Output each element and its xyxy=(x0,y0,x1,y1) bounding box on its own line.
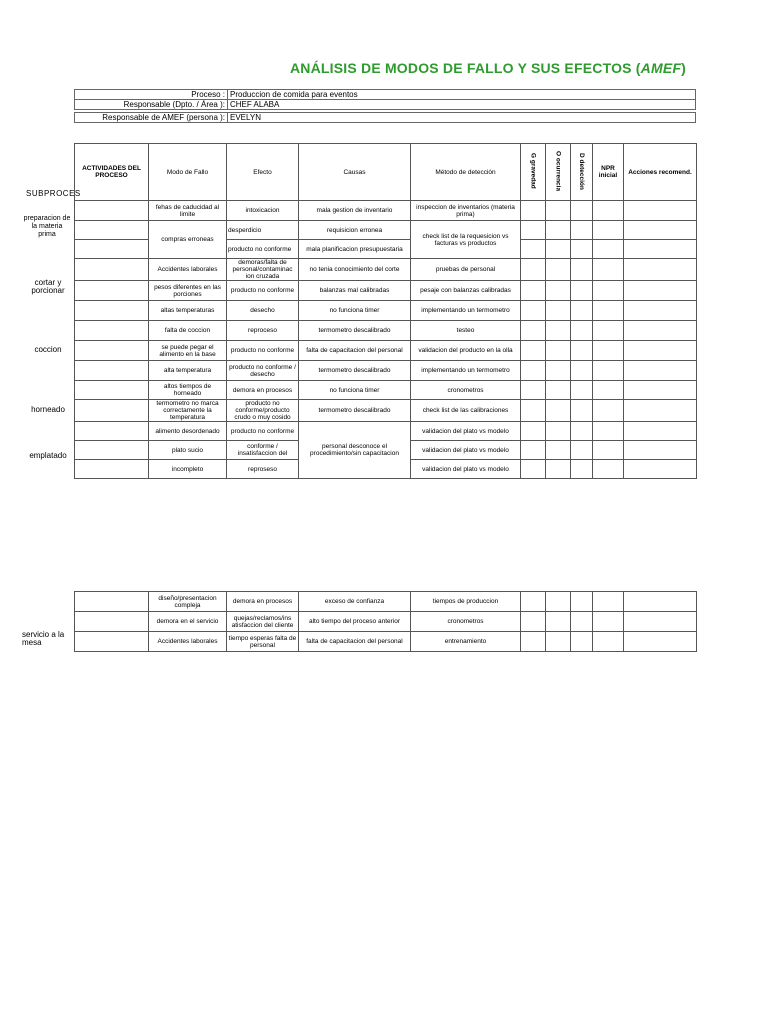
cell-modo[interactable]: alta temperatura xyxy=(149,361,227,381)
service-table xyxy=(74,591,697,652)
table-row xyxy=(75,259,697,281)
table-row xyxy=(75,221,697,240)
cell-metodo[interactable]: tiempos de produccion xyxy=(411,592,521,612)
info-key: Responsable de AMEF (persona ): xyxy=(75,113,228,123)
cell-modo[interactable]: diseño/presentacion compleja xyxy=(149,592,227,612)
col-actividades: ACTIVIDADES DEL PROCESO xyxy=(75,144,149,201)
cell-efecto[interactable]: tiempo esperas falta de personal xyxy=(227,632,299,652)
cell-causas[interactable]: requisicion erronea xyxy=(299,221,411,240)
cell-metodo[interactable]: validacion del producto en la olla xyxy=(411,341,521,361)
cell-efecto[interactable]: demora en procesos xyxy=(227,592,299,612)
cell-causas[interactable]: falta de capacitacion del personal xyxy=(299,341,411,361)
subprocess-label: servicio a la mesa xyxy=(22,630,65,647)
cell-efecto[interactable]: intoxicacion xyxy=(227,201,299,221)
table-row xyxy=(75,281,697,301)
amef-table xyxy=(74,143,697,479)
subprocess-label: preparacion de la materia prima xyxy=(23,215,71,238)
cell-efecto[interactable]: producto no conforme / desecho xyxy=(227,361,299,381)
table-row xyxy=(75,612,697,632)
cell-modo[interactable]: se puede pegar el alimento en la base xyxy=(149,341,227,361)
table-row xyxy=(75,381,697,400)
cell-efecto[interactable]: producto no conforme xyxy=(227,281,299,301)
cell-metodo[interactable]: pruebas de personal xyxy=(411,259,521,281)
cell-modo[interactable]: alimento desordenado xyxy=(149,422,227,441)
cell-metodo[interactable]: validacion del plato vs modelo xyxy=(411,460,521,479)
subprocess-label: emplatado xyxy=(29,451,67,460)
cell-efecto[interactable]: demora en procesos xyxy=(227,381,299,400)
subprocess-label: coccion xyxy=(34,345,62,354)
cell-metodo[interactable]: entrenamiento xyxy=(411,632,521,652)
cell-causas[interactable]: termometro descalibrado xyxy=(299,361,411,381)
col-metodo: Método de detección xyxy=(411,144,521,201)
cell-modo[interactable]: altas temperaturas xyxy=(149,301,227,321)
cell-causas[interactable]: falta de capacitacion del personal xyxy=(299,632,411,652)
cell-causas[interactable]: exceso de confianza xyxy=(299,592,411,612)
table-row xyxy=(75,632,697,652)
title-close: ) xyxy=(681,60,686,76)
cell-causas[interactable]: termometro descalibrado xyxy=(299,321,411,341)
cell-metodo[interactable]: check list de la requesicion vs facturas vs productos xyxy=(411,221,521,259)
cell-efecto[interactable]: reproseso xyxy=(227,460,299,479)
cell-causas[interactable]: mala planificacion presupuestaria xyxy=(299,240,411,259)
cell-metodo[interactable]: implementando un termometro xyxy=(411,361,521,381)
cell-modo[interactable]: Accidentes laborales xyxy=(149,259,227,281)
cell-metodo[interactable]: testeo xyxy=(411,321,521,341)
col-causas: Causas xyxy=(299,144,411,201)
title-main: ANÁLISIS DE MODOS DE FALLO Y SUS EFECTOS ( xyxy=(289,60,641,76)
cell-metodo[interactable]: validacion del plato vs modelo xyxy=(411,422,521,441)
cell-metodo[interactable]: implementando un termometro xyxy=(411,301,521,321)
table-row xyxy=(75,301,697,321)
cell-modo[interactable]: demora en el servicio xyxy=(149,612,227,632)
cell-efecto[interactable]: desecho xyxy=(227,301,299,321)
cell-causas[interactable]: alto tiempo del proceso anterior xyxy=(299,612,411,632)
cell-efecto[interactable]: desperdicio xyxy=(227,221,299,240)
cell-efecto[interactable]: quejas/reclamos/ins atisfaccion del cliente xyxy=(227,612,299,632)
cell-metodo[interactable]: pesaje con balanzas calibradas xyxy=(411,281,521,301)
cell-modo[interactable]: pesos diferentes en las porciones xyxy=(149,281,227,301)
table-row xyxy=(75,341,697,361)
cell-causas[interactable]: no funciona timer xyxy=(299,381,411,400)
info-key: Proceso : xyxy=(75,90,228,100)
cell-metodo[interactable]: check list de las calibraciones xyxy=(411,400,521,422)
info-value[interactable]: CHEF ALABA xyxy=(228,100,696,110)
cell-causas[interactable]: mala gestion de inventario xyxy=(299,201,411,221)
cell-metodo[interactable]: inspeccion de inventarios (materia prima) xyxy=(411,201,521,221)
cell-efecto[interactable]: reproceso xyxy=(227,321,299,341)
cell-efecto[interactable]: producto no conforme xyxy=(227,341,299,361)
col-gravedad: G gravedad xyxy=(529,153,537,189)
cell-causas[interactable]: no funciona timer xyxy=(299,301,411,321)
col-efecto: Efecto xyxy=(227,144,299,201)
cell-efecto[interactable]: demoras/falta de personal/contaminac ion cruzada xyxy=(227,259,299,281)
cell-metodo[interactable]: cronometros xyxy=(411,381,521,400)
col-acciones: Acciones recomend. xyxy=(624,144,697,201)
cell-modo[interactable]: termometro no marca correctamente la temperatura xyxy=(149,400,227,422)
cell-causas[interactable]: no tenia conocimiento del corte xyxy=(299,259,411,281)
info-value[interactable]: Produccion de comida para eventos xyxy=(228,90,696,100)
info-value[interactable]: EVELYN xyxy=(228,113,696,123)
cell-modo[interactable]: altos tiempos de horneado xyxy=(149,381,227,400)
table-row xyxy=(75,361,697,381)
cell-modo[interactable]: fehas de caducidad al limite xyxy=(149,201,227,221)
cell-metodo[interactable]: cronometros xyxy=(411,612,521,632)
info-table xyxy=(74,89,696,123)
info-key: Responsable (Dpto. / Área ): xyxy=(75,100,228,110)
cell-efecto[interactable]: producto no conforme xyxy=(227,422,299,441)
title-italic: AMEF xyxy=(640,60,682,76)
cell-causas[interactable]: termometro descalibrado xyxy=(299,400,411,422)
table-row xyxy=(75,321,697,341)
cell-metodo[interactable]: validacion del plato vs modelo xyxy=(411,441,521,460)
cell-modo[interactable]: Accidentes laborales xyxy=(149,632,227,652)
cell-modo[interactable]: incompleto xyxy=(149,460,227,479)
col-npr: NPR inicial xyxy=(593,144,624,201)
cell-efecto[interactable]: conforme / insatisfaccion del xyxy=(227,441,299,460)
cell-efecto[interactable]: producto no conforme xyxy=(227,240,299,259)
subprocess-label: cortar y porcionar xyxy=(31,278,65,295)
col-ocurrencia: O ocurrencia xyxy=(554,150,562,192)
col-deteccion: D detección xyxy=(578,152,585,190)
cell-modo[interactable]: plato sucio xyxy=(149,441,227,460)
cell-modo[interactable]: compras erroneas xyxy=(149,221,227,259)
table-row xyxy=(75,201,697,221)
cell-causas[interactable]: balanzas mal calibradas xyxy=(299,281,411,301)
table-row xyxy=(75,400,697,422)
table-row xyxy=(75,592,697,612)
subprocess-label: horneado xyxy=(31,405,65,414)
cell-efecto[interactable]: producto no conforme/producto crudo o muy cosido xyxy=(227,400,299,422)
page-title xyxy=(0,60,768,76)
subprocess-header: SUBPROCES xyxy=(26,189,81,198)
col-modo: Modo de Fallo xyxy=(149,144,227,201)
cell-causas[interactable]: personal desconoce el procedimiento/sin capacitacion xyxy=(299,422,411,479)
cell-modo[interactable]: falta de coccion xyxy=(149,321,227,341)
table-row xyxy=(75,422,697,441)
